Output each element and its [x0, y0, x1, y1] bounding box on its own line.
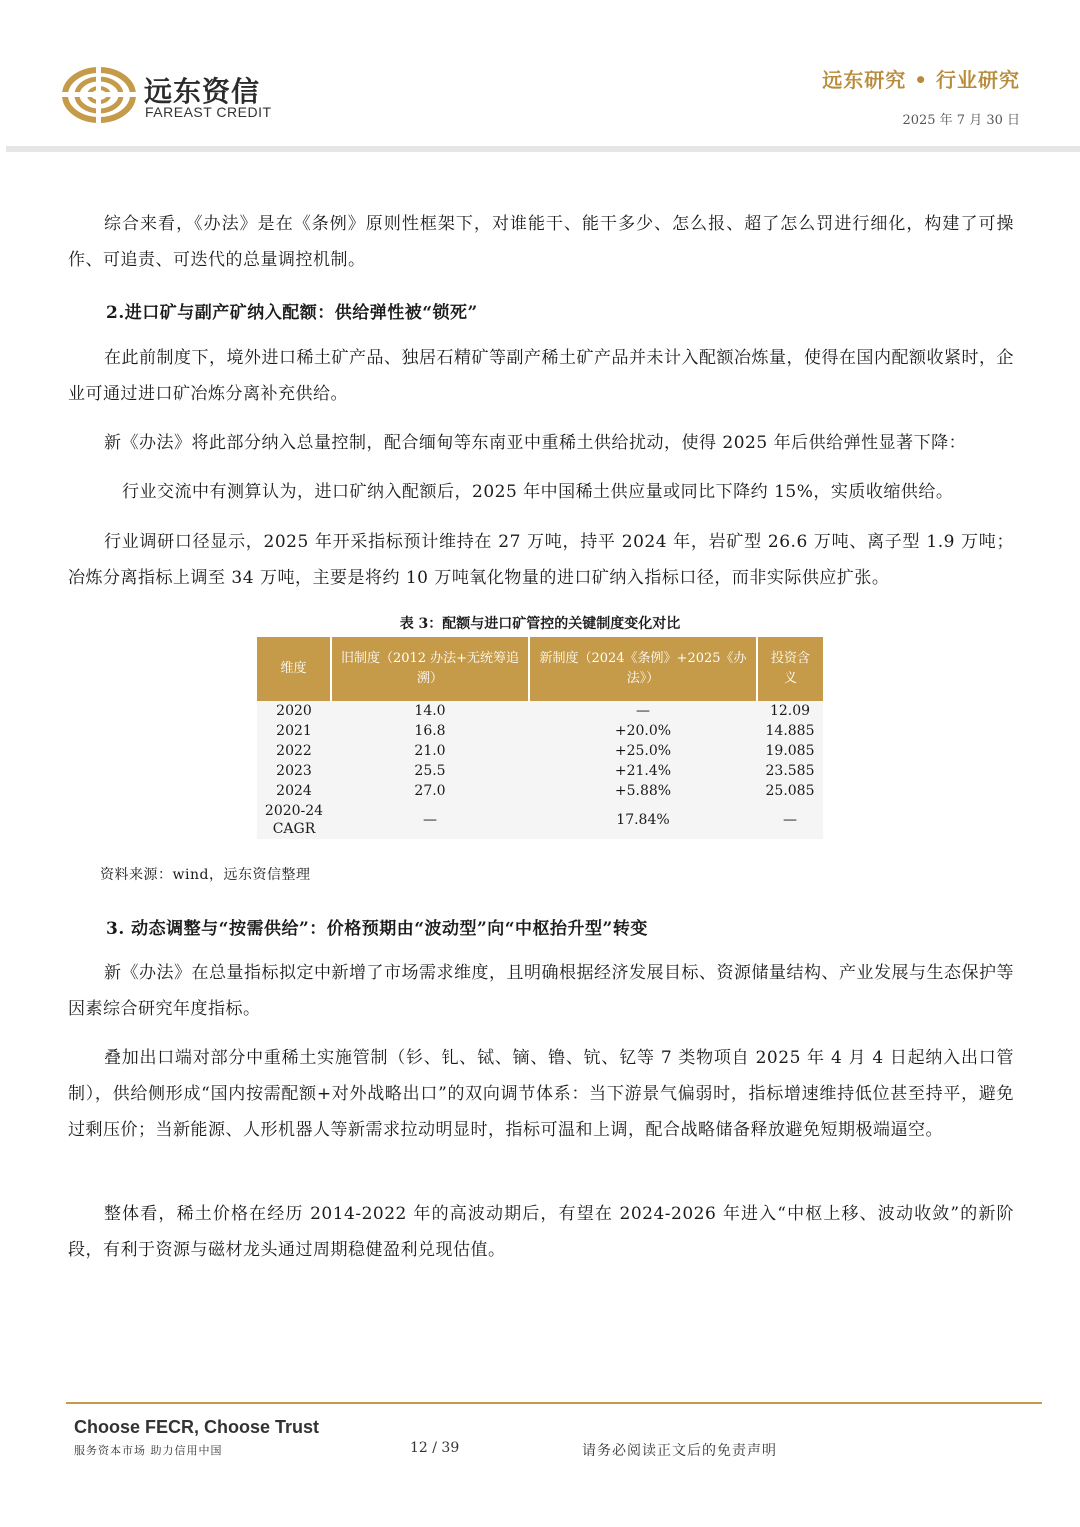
brand-name-en: FAREAST CREDIT	[145, 104, 272, 120]
paragraph-export-control: 叠加出口端对部分中重稀土实施管制（钐、钆、铽、镝、镥、钪、钇等 7 类物项自 2025 年 4 月 4 日起纳入出口管制），供给侧形成“国内按需配额+对外战略出口”的双向调节体系：当下游景气偏弱时，指标增速维持低位甚至持平，避免过剩压价；当新能源、人形机器人等新需求拉动明显时，指标可温和上调，配合战略储备释放避免短期极端逼空。	[68, 1048, 1014, 1140]
table-header-cell: 投资含义	[757, 637, 823, 701]
table-source-note: 资料来源：wind，远东资信整理	[100, 867, 311, 883]
footer-disclaimer: 请务必阅读正文后的免责声明	[582, 1443, 777, 1459]
table-cell: 27.0	[331, 781, 529, 801]
table-row	[257, 701, 823, 721]
paragraph-quota-indicators: 行业调研口径显示，2025 年开采指标预计维持在 27 万吨，持平 2024 年，岩矿型 26.6 万吨、离子型 1.9 万吨；冶炼分离指标上调至 34 万吨，主要是将约 10 万吨氧化物量的进口矿纳入指标口径，而非实际供应扩张。	[68, 532, 1014, 588]
table-cell: +25.0%	[529, 741, 757, 761]
table-header-row	[257, 637, 823, 701]
table-row-cagr	[257, 801, 823, 839]
report-category: 远东研究 • 行业研究	[822, 68, 1020, 92]
table-cell: 19.085	[757, 741, 823, 761]
table-cell: 23.585	[757, 761, 823, 781]
table-cell: 25.5	[331, 761, 529, 781]
footer-slogan: Choose FECR, Choose Trust	[74, 1417, 320, 1437]
table-cell: 25.085	[757, 781, 823, 801]
table-cell: 12.09	[757, 701, 823, 721]
table-cell: 16.8	[331, 721, 529, 741]
page-number: 12 / 39	[410, 1440, 460, 1456]
paragraph-summary: 综合来看，《办法》是在《条例》原则性框架下，对谁能干、能干多少、怎么报、超了怎么罚进行细化，构建了可操作、可追责、可迭代的总量调控机制。	[68, 214, 1014, 270]
table-cell: 2020	[257, 701, 331, 721]
table-cell: 14.885	[757, 721, 823, 741]
table-cell: —	[757, 801, 823, 839]
header-divider	[6, 146, 1080, 152]
table-cell: —	[529, 701, 757, 721]
table-header-cell: 维度	[257, 637, 331, 701]
table-cell: 21.0	[331, 741, 529, 761]
table-cell: 2021	[257, 721, 331, 741]
footer-slogan-sub: 服务资本市场 助力信用中国	[74, 1444, 223, 1457]
paragraph-price-outlook: 整体看，稀土价格在经历 2014-2022 年的高波动期后，有望在 2024-2026 年进入“中枢上移、波动收敛”的新阶段，有利于资源与磁材龙头通过周期稳健盈利兑现估值。	[68, 1204, 1014, 1260]
table-row	[257, 741, 823, 761]
table-row	[257, 721, 823, 741]
paragraph-prior-regime: 在此前制度下，境外进口稀土矿产品、独居石精矿等副产稀土矿产品并未计入配额冶炼量，使得在国内配额收紧时，企业可通过进口矿冶炼分离补充供给。	[68, 348, 1014, 404]
brand-name-cn: 远东资信	[144, 75, 261, 108]
quota-comparison-table	[257, 637, 823, 839]
paragraph-supply-estimate: 行业交流中有测算认为，进口矿纳入配额后，2025 年中国稀土供应量或同比下降约 15%，实质收缩供给。	[122, 482, 954, 502]
table-cell: 17.84%	[529, 801, 757, 839]
cagr-label-period: 2020-24	[264, 803, 324, 819]
table-cell: +20.0%	[529, 721, 757, 741]
cagr-label-text: CAGR	[272, 821, 316, 837]
report-header	[822, 64, 1020, 128]
table-row	[257, 781, 823, 801]
table-cell: —	[331, 801, 529, 839]
table-row	[257, 761, 823, 781]
footer-divider	[66, 1402, 1042, 1404]
section-heading-3: 3. 动态调整与“按需供给”：价格预期由“波动型”向“中枢抬升型”转变	[106, 919, 648, 939]
report-date: 2025 年 7 月 30 日	[902, 113, 1020, 128]
section-heading-2: 2.进口矿与副产矿纳入配额：供给弹性被“锁死”	[106, 303, 478, 323]
table-title: 表 3：配额与进口矿管控的关键制度变化对比	[399, 616, 681, 632]
table-cell: 2022	[257, 741, 331, 761]
fareast-credit-logo-icon	[62, 66, 136, 124]
table-cell: +5.88%	[529, 781, 757, 801]
table-cell: 14.0	[331, 701, 529, 721]
table-cell: 2024	[257, 781, 331, 801]
table-header-cell: 旧制度（2012 办法+无统筹追溯）	[331, 637, 529, 701]
table-cell: +21.4%	[529, 761, 757, 781]
table-cell-cagr-label	[257, 801, 331, 839]
table-cell: 2023	[257, 761, 331, 781]
paragraph-new-measures: 新《办法》将此部分纳入总量控制，配合缅甸等东南亚中重稀土供给扰动，使得 2025 年后供给弹性显著下降：	[104, 433, 967, 453]
table-header-cell: 新制度（2024《条例》+2025《办法》）	[529, 637, 757, 701]
paragraph-demand-dimension: 新《办法》在总量指标拟定中新增了市场需求维度，且明确根据经济发展目标、资源储量结构、产业发展与生态保护等因素综合研究年度指标。	[68, 963, 1014, 1019]
